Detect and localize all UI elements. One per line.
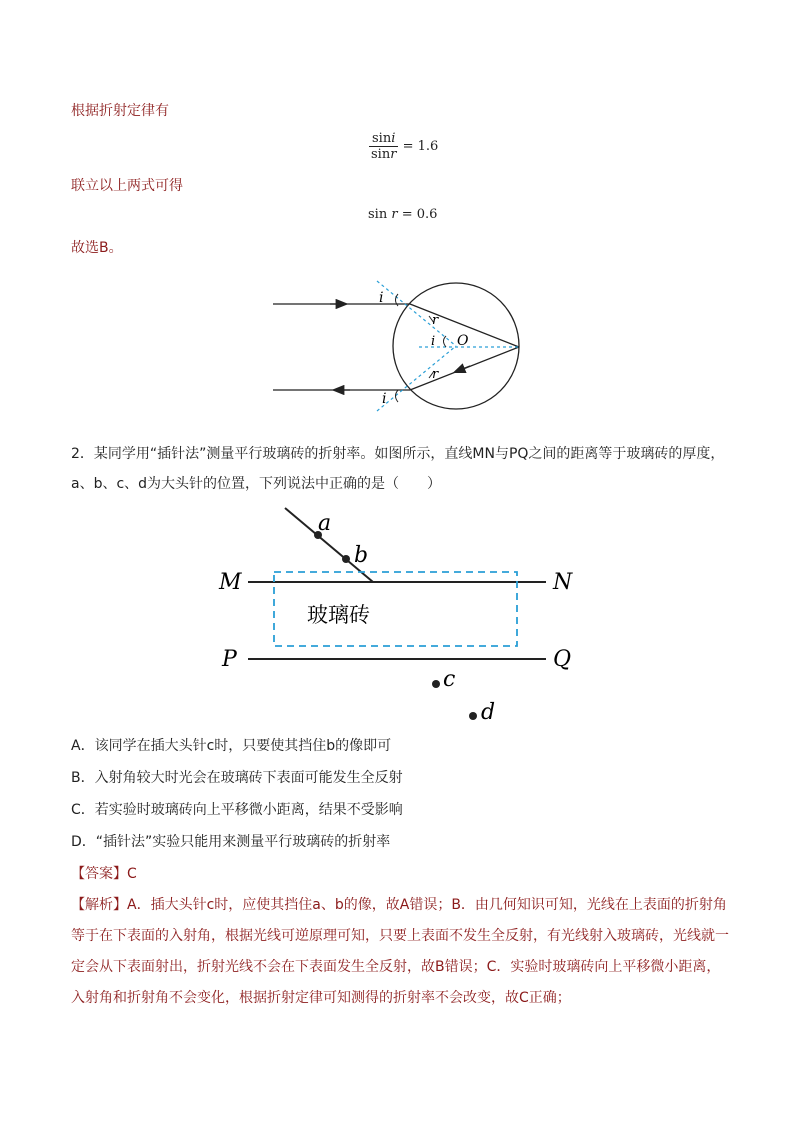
glass-block-label: 玻璃砖 bbox=[307, 603, 370, 627]
label-p: P bbox=[222, 647, 237, 672]
label-r-top: r bbox=[432, 313, 439, 328]
answer-tag: 【答案】 bbox=[71, 866, 127, 882]
formula2-fn: sin bbox=[368, 207, 388, 222]
formula2-rhs: = 0.6 bbox=[401, 207, 438, 222]
label-c: c bbox=[443, 667, 456, 692]
option-c: C．若实验时玻璃砖向上平移微小距离，结果不受影响 bbox=[71, 802, 403, 818]
solution-line-combine: 联立以上两式可得 bbox=[71, 178, 183, 194]
denominator-fn: sin bbox=[371, 147, 391, 162]
formula2-var: r bbox=[391, 207, 398, 222]
option-d: D．“插针法”实验只能用来测量平行玻璃砖的折射率 bbox=[71, 834, 391, 850]
label-r-bottom: r bbox=[432, 367, 439, 382]
label-a: a bbox=[318, 511, 332, 536]
answer-line bbox=[71, 864, 137, 884]
label-b: b bbox=[354, 543, 369, 568]
label-q: Q bbox=[553, 647, 572, 672]
answer-value: C bbox=[127, 866, 137, 882]
analysis-text: A．插大头针c时，应使其挡住a、b的像，故A错误；B．由几何知识可知，光线在上表面的折射角等于在下表面的入射角，根据光线可逆原理可知，只要上表面不发生全反射，有光线射入玻璃砖，光线就一定会从下表面射出，折射光线不会在下表面发生全反射，故B错误；C．实验时玻璃砖向上平移微小距离，入射角和折射角不会变化，根据折射定律可知测得的折射率不会改变，故C正确； bbox=[71, 897, 729, 1006]
label-i-center: i bbox=[431, 334, 436, 349]
numerator-var: i bbox=[391, 131, 396, 146]
pin-b bbox=[342, 555, 350, 563]
analysis-paragraph bbox=[71, 890, 731, 1014]
solution-line-choose: 故选B。 bbox=[71, 240, 123, 256]
label-o: O bbox=[457, 333, 469, 349]
label-d: d bbox=[481, 700, 496, 725]
label-n: N bbox=[553, 570, 573, 595]
option-b: B．入射角较大时光会在玻璃砖下表面可能发生全反射 bbox=[71, 770, 403, 786]
question-line-1: 2．某同学用“插针法”测量平行玻璃砖的折射率。如图所示，直线MN与PQ之间的距离等于玻璃砖的厚度， bbox=[71, 446, 725, 462]
label-m: M bbox=[219, 570, 242, 595]
analysis-tag: 【解析】 bbox=[71, 897, 127, 913]
denominator-var: r bbox=[390, 147, 397, 162]
question-line-2: a、b、c、d为大头针的位置，下列说法中正确的是（ ） bbox=[71, 476, 442, 492]
numerator-fn: sin bbox=[372, 131, 392, 146]
option-a: A．该同学在插大头针c时，只要使其挡住b的像即可 bbox=[71, 738, 392, 754]
formula1-rhs: = 1.6 bbox=[402, 139, 439, 154]
pin-c bbox=[432, 680, 440, 688]
label-i-top: i bbox=[379, 290, 384, 306]
label-i-bottom: i bbox=[382, 391, 387, 407]
solution-line-refraction-law: 根据折射定律有 bbox=[71, 103, 169, 119]
pin-d bbox=[469, 712, 477, 720]
